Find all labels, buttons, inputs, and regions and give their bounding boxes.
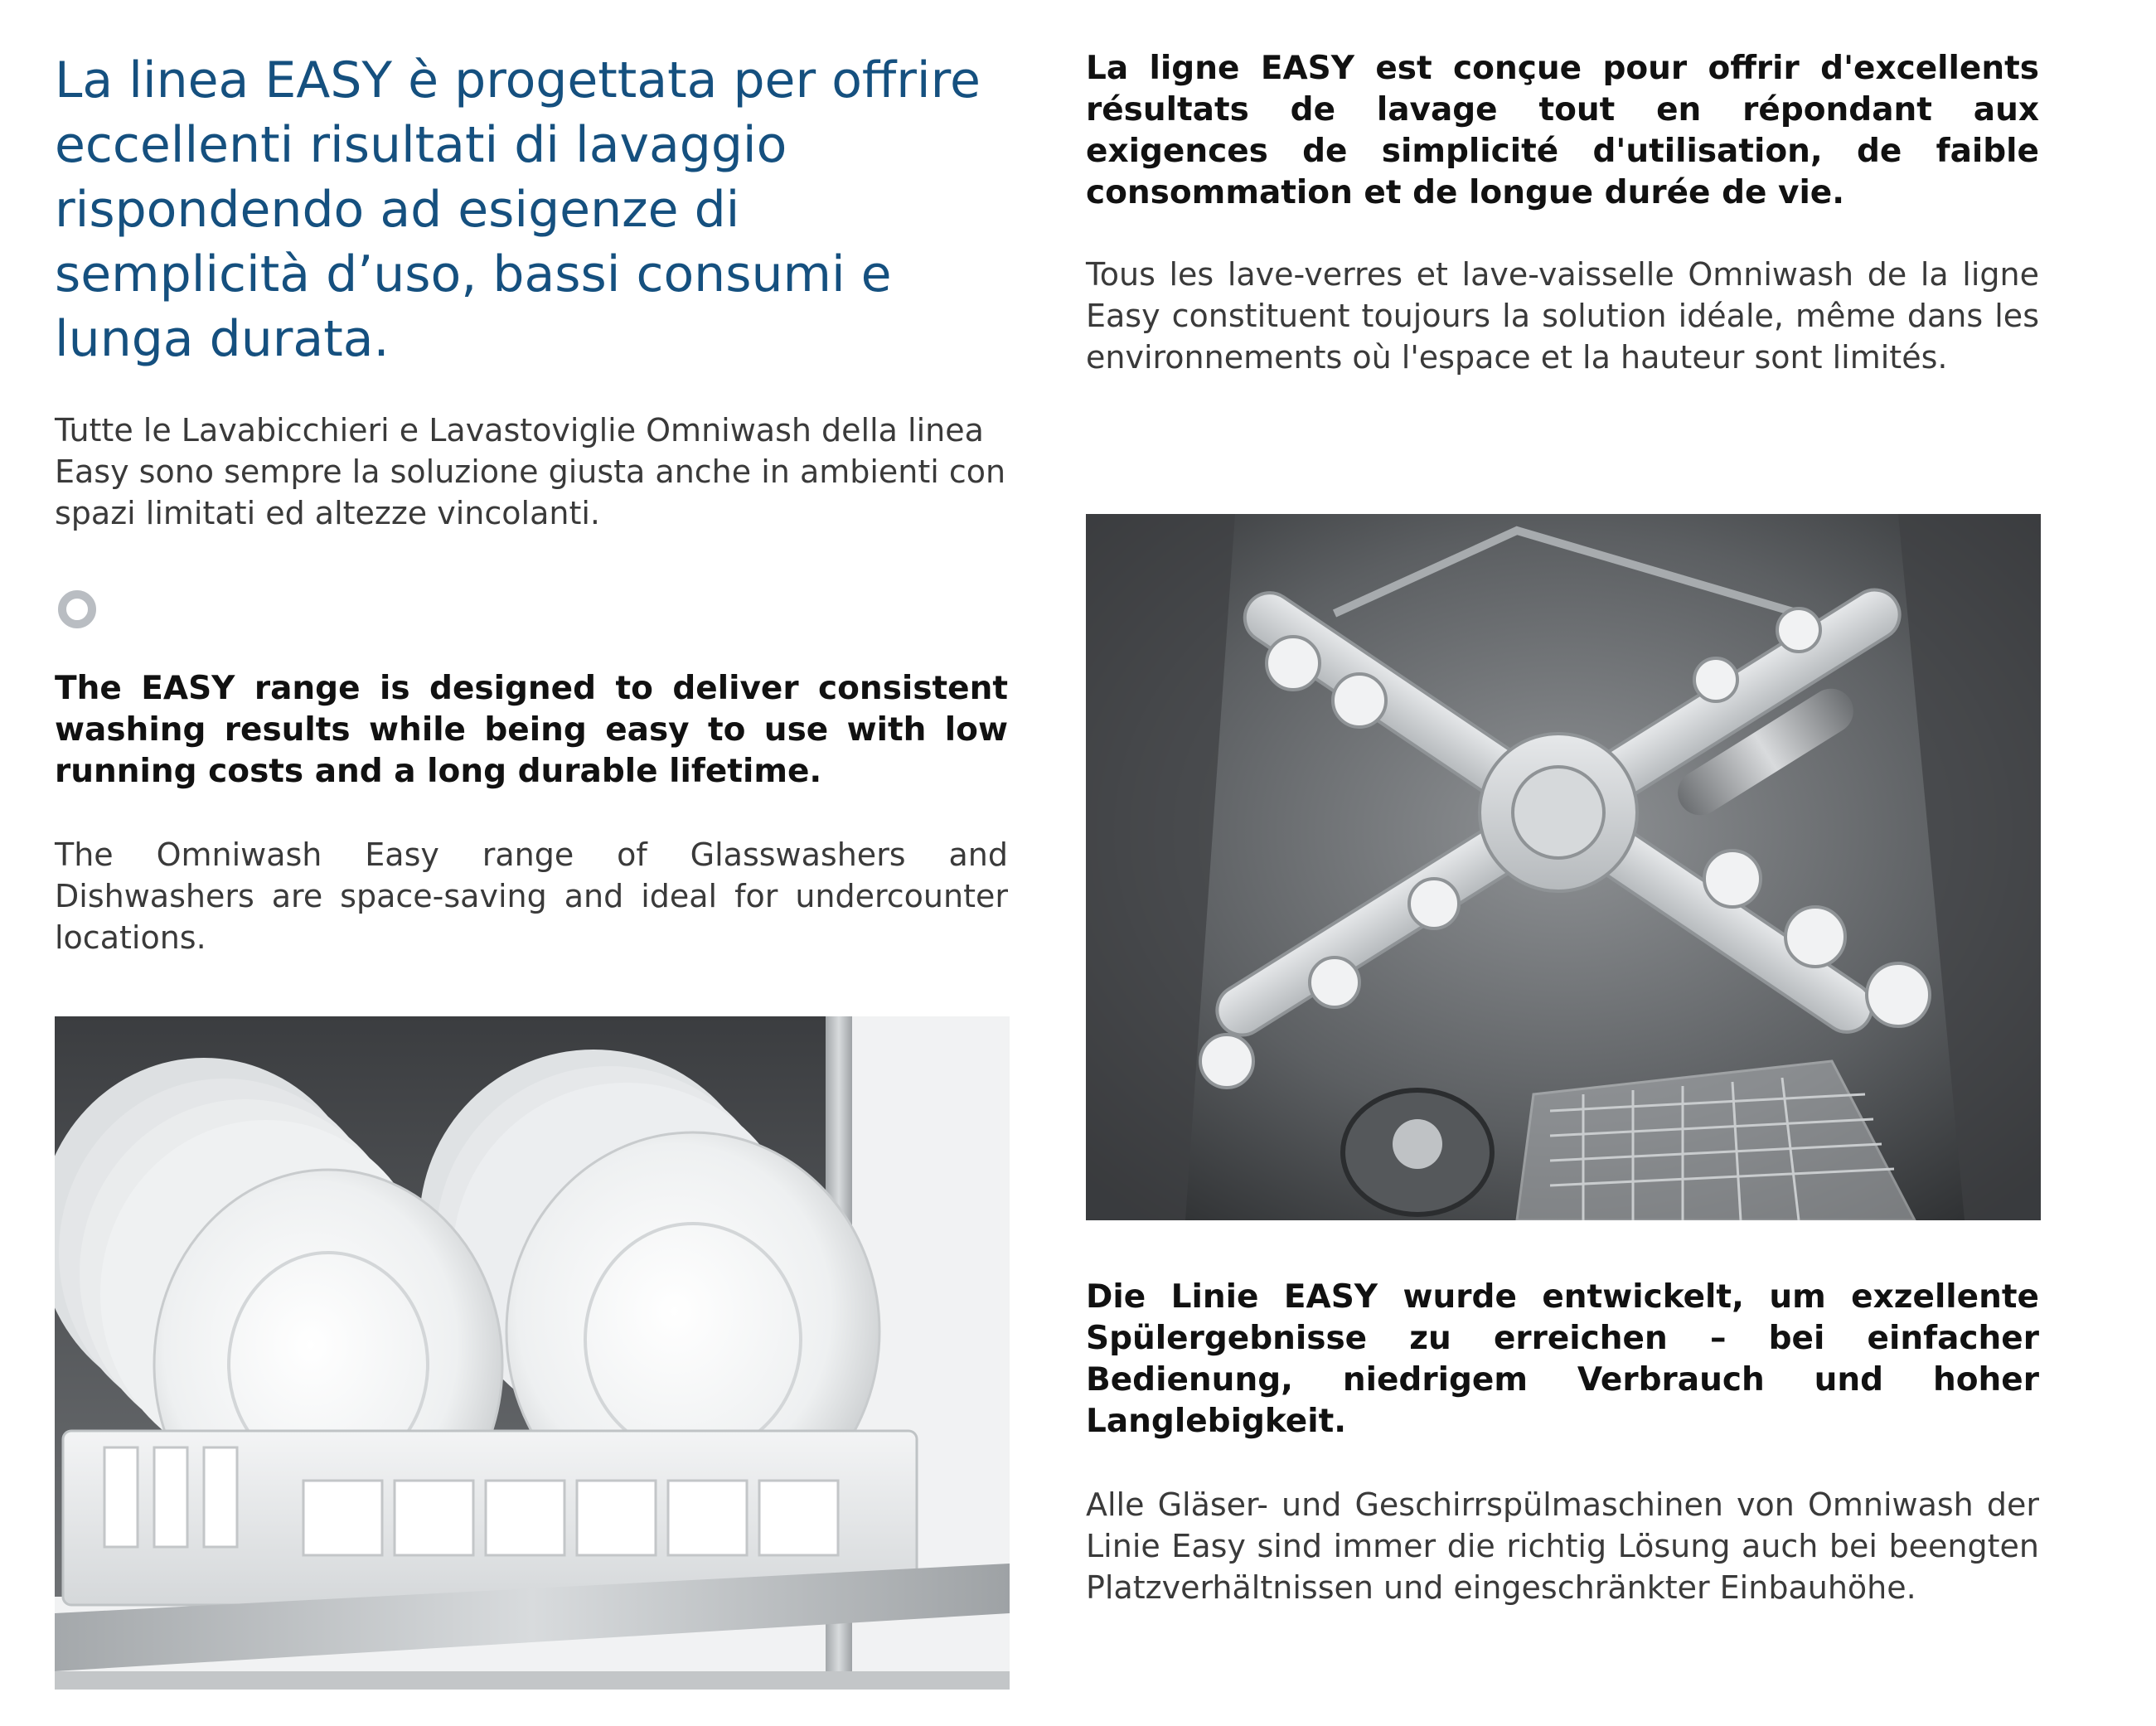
- italian-headline: La linea EASY è progettata per offrire eccellenti risultati di lavaggio rispondendo ad esigenze di semplicità d’uso, bassi consumi e lunga durata.: [55, 51, 981, 368]
- french-lead: La ligne EASY est conçue pour offrir d'excellents résultats de lavage tout en répondant aux exigences de simplicité d'utilisation, de faible consommation et de longue durée de vie.: [1086, 50, 2039, 211]
- left-column: [55, 48, 1008, 534]
- german-body: Alle Gläser- und Geschirrspülmaschinen von Omniwash der Linie Easy sind immer die richtig Lösung auch bei beengten Platzverhältnissen und eingeschränkter Einbauhöhe.: [1086, 1486, 2039, 1606]
- dishwasher-plates-photo: [55, 1016, 1010, 1690]
- english-block: [55, 668, 1008, 958]
- ring-bullet-icon: [58, 590, 96, 628]
- french-body: Tous les lave-verres et lave-vaisselle Omniwash de la ligne Easy constituent toujours la solution idéale, même dans les environnements où l'espace et la hauteur sont limités.: [1086, 256, 2039, 376]
- italian-body: Tutte le Lavabicchieri e Lavastoviglie Omniwash della linea Easy sono sempre la soluzione giusta anche in ambienti con spazi limitati ed altezze vincolanti.: [55, 412, 1006, 531]
- english-body: The Omniwash Easy range of Glasswashers and Dishwashers are space-saving and ideal for undercounter locations.: [55, 836, 1008, 956]
- wash-arms-photo: [1086, 514, 2041, 1220]
- german-lead: Die Linie EASY wurde entwickelt, um exzellente Spülergebnisse zu erreichen – bei einfacher Bedienung, niedrigem Verbrauch und hoher Langlebigkeit.: [1086, 1278, 2039, 1440]
- english-lead: The EASY range is designed to deliver consistent washing results while being easy to use with low running costs and a long durable lifetime.: [55, 670, 1008, 790]
- french-block: [1086, 48, 2039, 378]
- german-block: [1086, 1277, 2039, 1608]
